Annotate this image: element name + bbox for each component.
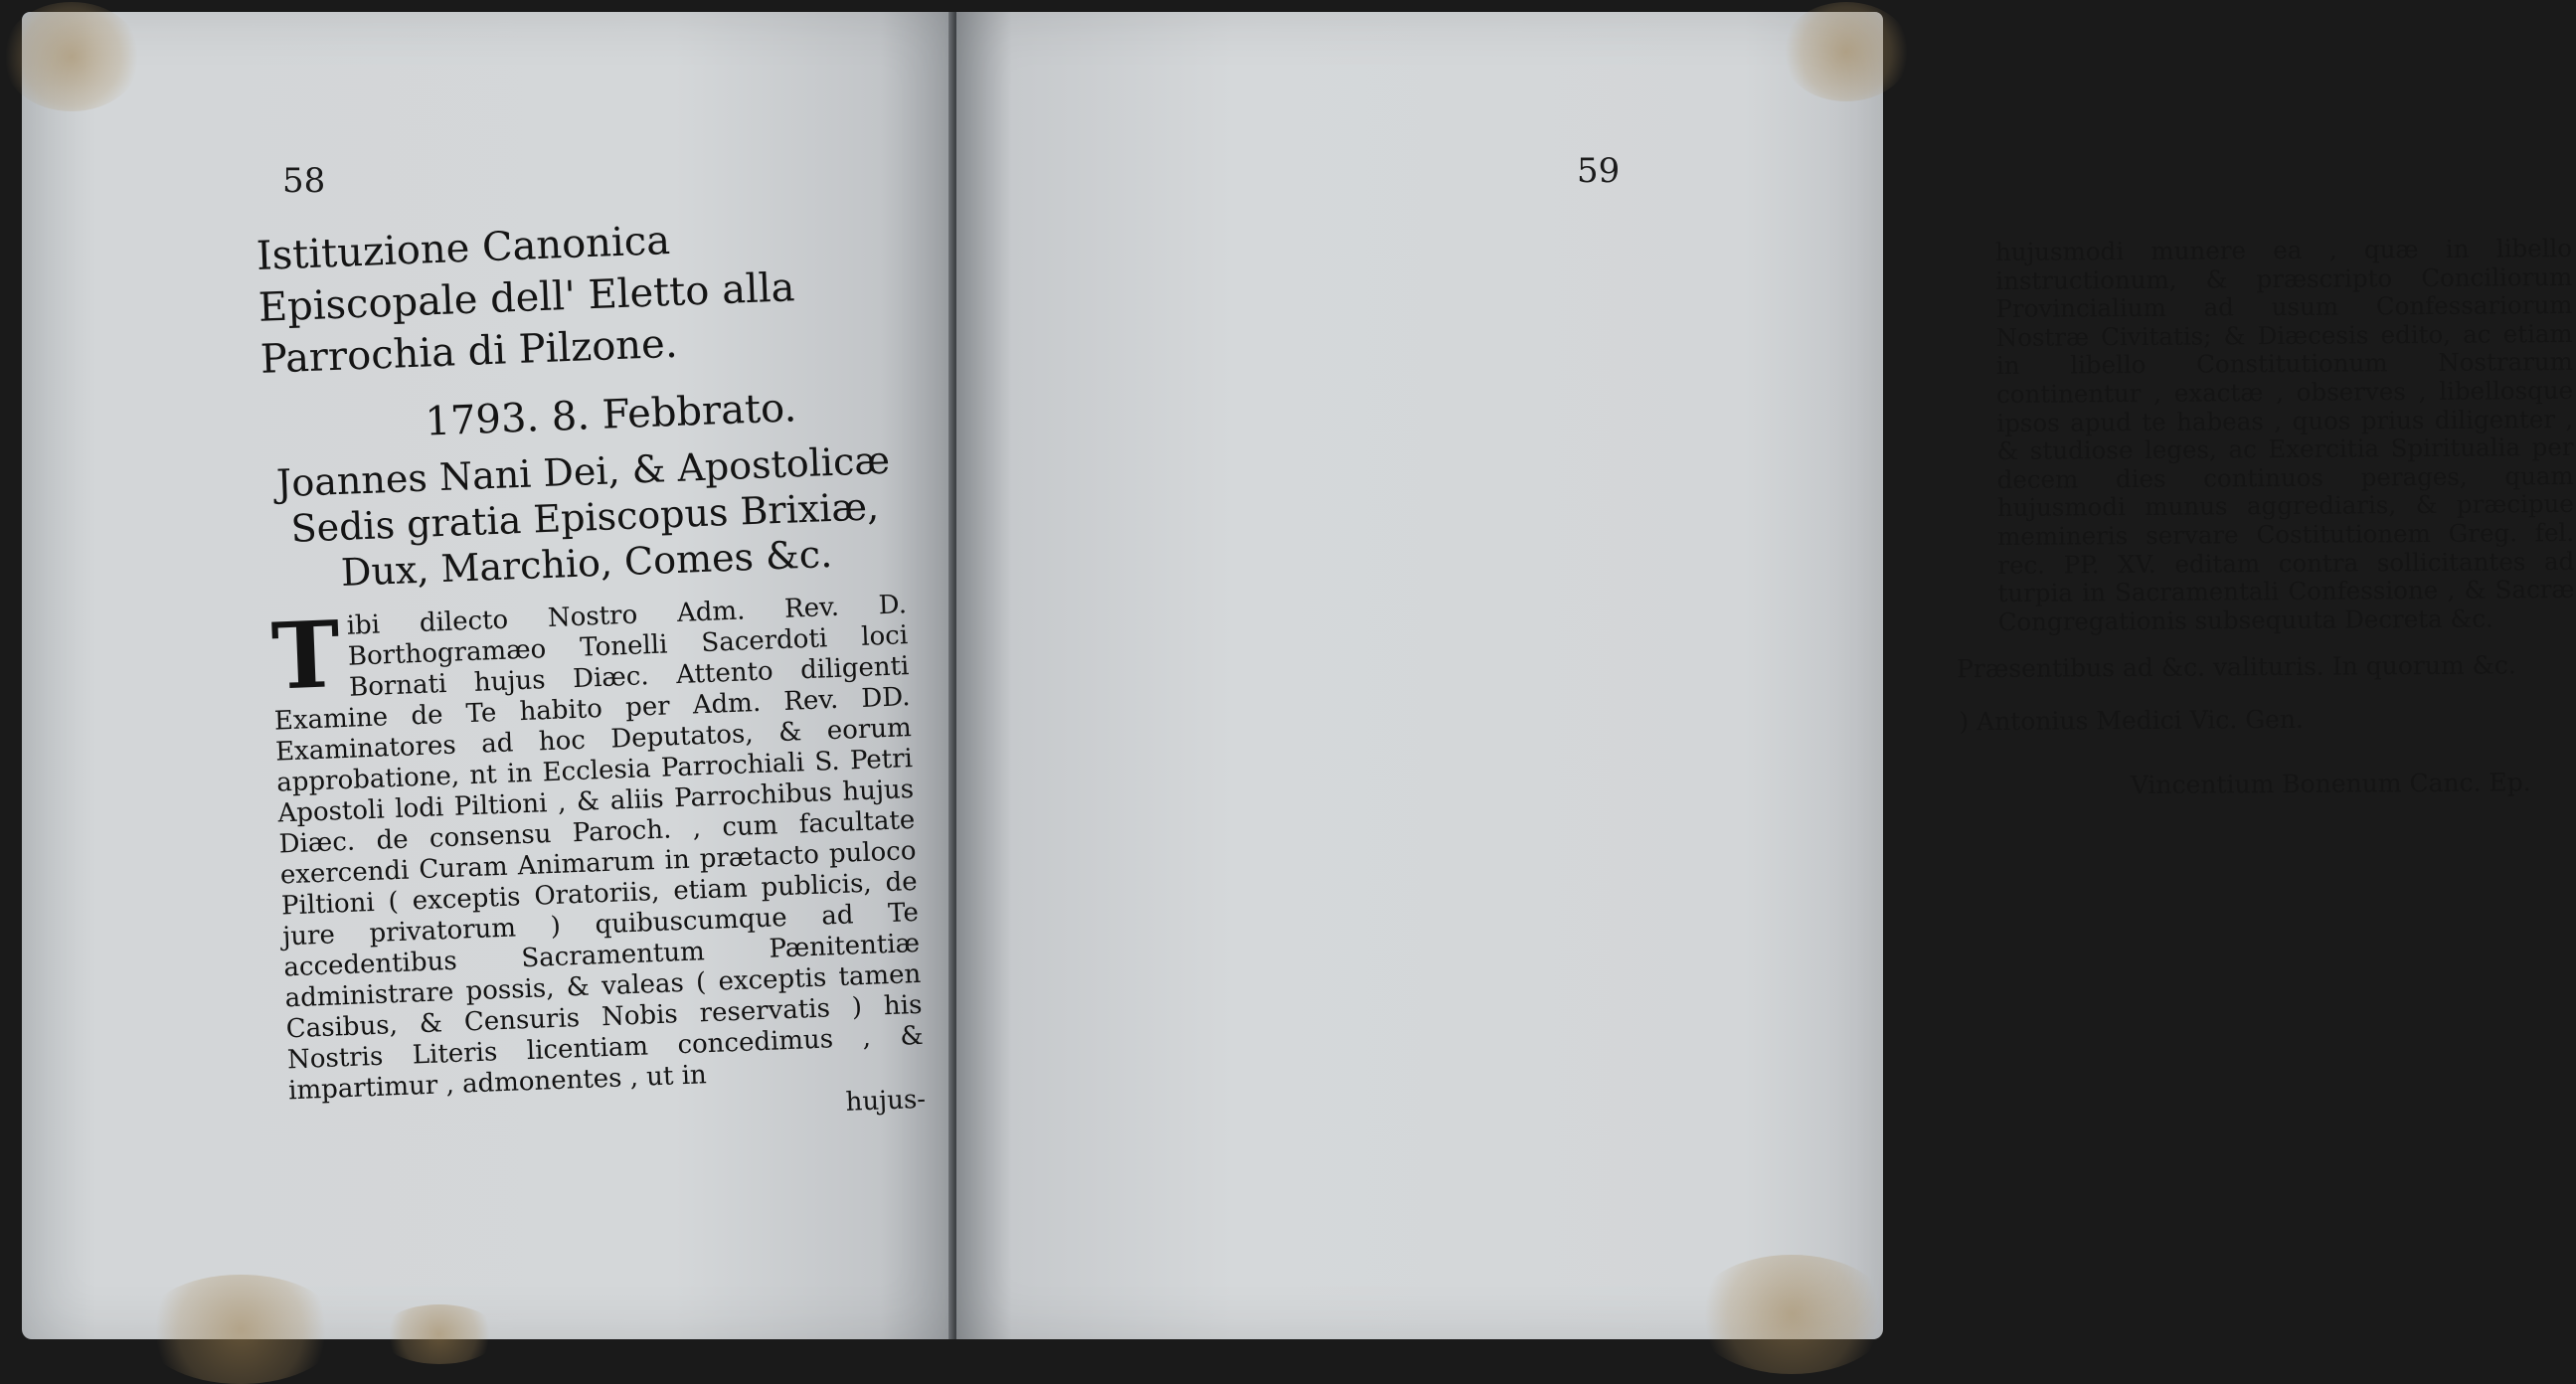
document-date: 1793. 8. Febbrato.: [424, 385, 797, 445]
right-page: [956, 12, 2575, 1339]
right-body-text: hujusmodi munere ea , quæ in libello instructionum, & præscripto Conciliorum Provincialium ad usum Confessariorum Nostræ Civitatis; & Diæcesis edito, ac etiam in libello Constitutionum Nostrarum continentur , exactæ , observes , libellosque ipsos apud te habeas , quos prius diligenter , & studiose leges, ac Exercitia Spiritualia per decem dies continuos perages, quam hujusmodi munus aggrediaris, & præcipue memineris servare Costitutionem Greg. fel. rec. PP. XV. editam contra sollicitantes ad turpia in Sacramentali Confessione , & Sacræ Congregationis subsequuta Decreta &c.: [1994, 233, 2575, 636]
closing-formula: Præsentibus ad &c. valituris. In quorum &c.: [1956, 650, 2516, 684]
page-number-right: 59: [1577, 151, 1621, 191]
drop-cap: T: [269, 601, 342, 711]
open-book: [22, 12, 2575, 1344]
left-page: [22, 12, 954, 1339]
document-title: Istituzione Canonica Episcopale dell' Eletto alla Parrochia di Pilzone.: [256, 218, 796, 383]
left-body-content: ibi dilecto Nostro Adm. Rev. D. Borthogramæo Tonelli Sacerdoti loci Bornati hujus Diæc. Attento diligenti Examine de Te habito per Adm. Rev. DD. Examinatores ad hoc Deputatos, & eorum approbatione, nt in Ecclesia Parrochiali S. Petri Apostoli lodi Piltioni , & aliis Parrochibus hujus Diæc. de consensu Paroch. , cum facultate exercendi Curam Animarum in prætacto puloco Piltioni ( exceptis Oratoriis, etiam publicis, de jure privatorum ) quibuscumque ad Te accedentibus Sacramentum Pænitentiæ administrare possis, & valeas ( exceptis tamen Casibus, & Censuris Nobis reservatis ) his Nostris Literis licentiam concedimus , & impartimur , admonentes , ut in: [273, 590, 925, 1107]
signature-vicar: ) Antonius Medici Vic. Gen.: [1959, 705, 2305, 737]
issuer-heading: Joannes Nani Dei, & Apostolicæ Sedis gratia Episcopus Brixiæ, Dux, Marchio, Comes &c.: [275, 437, 891, 595]
page-number-left: 58: [282, 161, 326, 201]
left-text-column: [256, 206, 927, 1138]
signature-chancellor: Vincentium Bonenum Canc. Ep.: [2130, 768, 2531, 800]
left-body-text: [270, 590, 926, 1107]
right-text-column: [1956, 233, 2576, 800]
catchword: hujus-: [845, 1084, 927, 1118]
